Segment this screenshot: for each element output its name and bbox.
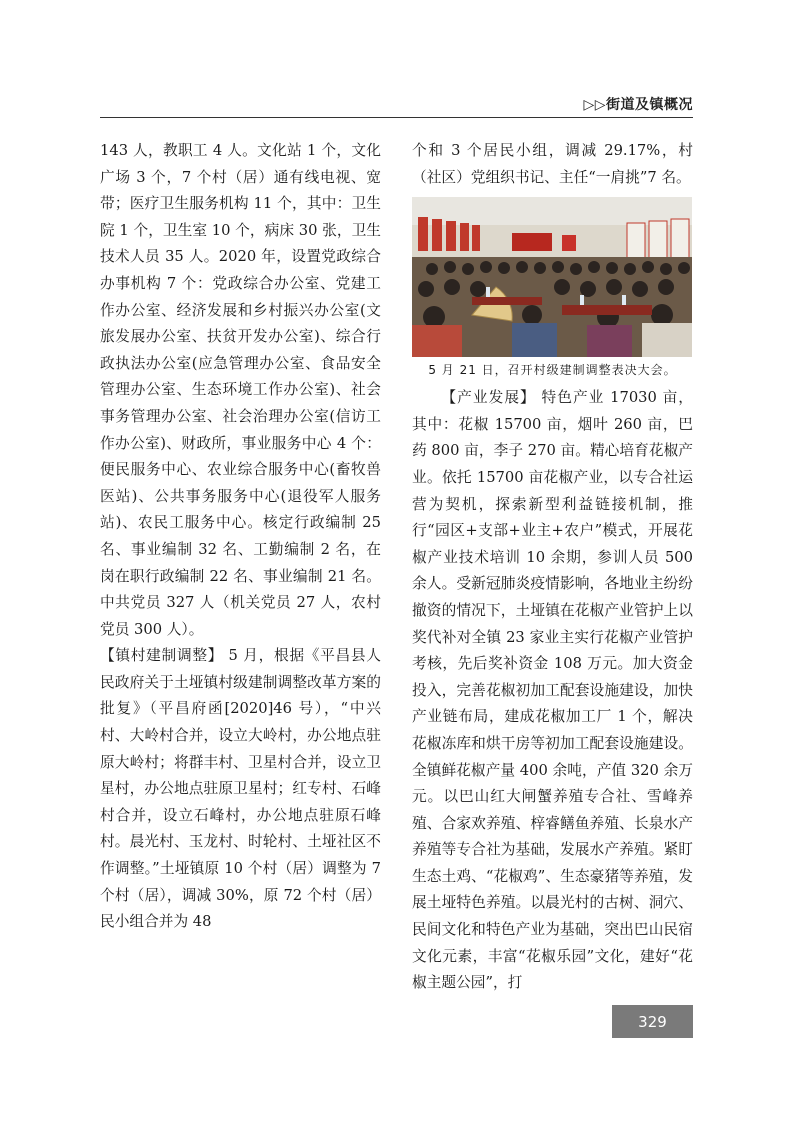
photo-caption: 5 月 21 日，召开村级建制调整表决大会。 bbox=[428, 363, 677, 378]
header-divider bbox=[100, 117, 693, 118]
restructure-text: 5 月，根据《平昌县人民政府关于土垭镇村级建制调整改革方案的批复》（平昌府函[2020]46 号），“中兴村、大岭村合并，设立大岭村，办公地点驻原大岭村；将群丰村、卫星村合并，设立卫星村，办公地点驻原卫星村；红专村、石峰村合并，设立石峰村，办公地点驻原石峰村。晨光村、玉龙村、时轮村、土垭社区不作调整。”土垭镇原 10 个村（居）调整为 7 个村（居），调减 30%，原 72 个村（居）民小组合并为 48 bbox=[100, 647, 381, 931]
section-header: ▷▷街道及镇概况 bbox=[583, 97, 693, 113]
left-column bbox=[100, 138, 381, 936]
meeting-photo bbox=[412, 197, 692, 357]
paragraph-industry bbox=[412, 385, 693, 997]
paragraph-continuation: 个和 3 个居民小组，调减 29.17%，村（社区）党组织书记、主任“一肩挑”7 名。 bbox=[412, 142, 693, 186]
page-number: 329 bbox=[612, 1005, 693, 1038]
paragraph-village-overview: 143 人，教职工 4 人。文化站 1 个，文化广场 3 个，7 个村（居）通有线电视、宽带；医疗卫生服务机构 11 个，其中：卫生院 1 个，卫生室 10 个，病床 30 张，卫生技术人员 35 人。2020 年，设置党政综合办事机构 7 个：党政综合办公室、党建工作办公室、经济发展和乡村振兴办公室(文旅发展办公室、扶贫开发办公室)、综合行政执法办公室(应急管理办公室、食品安全管理办公室、生态环境工作办公室)、社会事务管理办公室、社会治理办公室(信访工作办公室)、财政所，事业服务中心 4 个：便民服务中心、农业综合服务中心(畜牧兽医站)、公共事务服务中心(退役军人服务站)、农民工服务中心。核定行政编制 25 名、事业编制 32 名、工勤编制 2 名，在岗在职行政编制 22 名、事业编制 21 名。中共党员 327 人（机关党员 27 人，农村党员 300 人）。 bbox=[100, 142, 381, 638]
right-column bbox=[412, 138, 693, 997]
paragraph-village-restructure bbox=[100, 643, 381, 936]
industry-text: 特色产业 17030 亩，其中：花椒 15700 亩，烟叶 260 亩，巴药 800 亩，李子 270 亩。精心培育花椒产业。依托 15700 亩花椒产业，以专合社运营为契机，探索新型利益链接机制，推行“园区+支部+业主+农户”模式，开展花椒产业技术培训 10 余期，参训人员 500 余人。受新冠肺炎疫情影响，各地业主纷纷撤资的情况下，土垭镇在花椒产业管护上以奖代补对全镇 23 家业主实行花椒产业管护考核，先后奖补资金 108 万元。加大资金投入，完善花椒初加工配套设施建设，加快产业链布局，建成花椒加工厂 1 个，解决花椒冻库和烘干房等初加工配套设施建设。全镇鲜花椒产量 400 余吨，产值 320 余万元。以巴山红大闸蟹养殖专合社、雪峰养殖、合家欢养殖、梓睿鳝鱼养殖、长泉水产养殖等专合社为基础，发展水产养殖。紧盯生态土鸡、“花椒鸡”、生态豪猪等养殖，发展土垭特色养殖。以晨光村的古树、洞穴、民间文化和特色产业为基础，突出巴山民宿文化元素，丰富“花椒乐园”文化，建好“花椒主题公园”，打 bbox=[412, 389, 693, 992]
section-heading-industry: 【产业发展】 bbox=[441, 389, 536, 407]
section-heading-restructure: 【镇村建制调整】 bbox=[100, 647, 224, 665]
